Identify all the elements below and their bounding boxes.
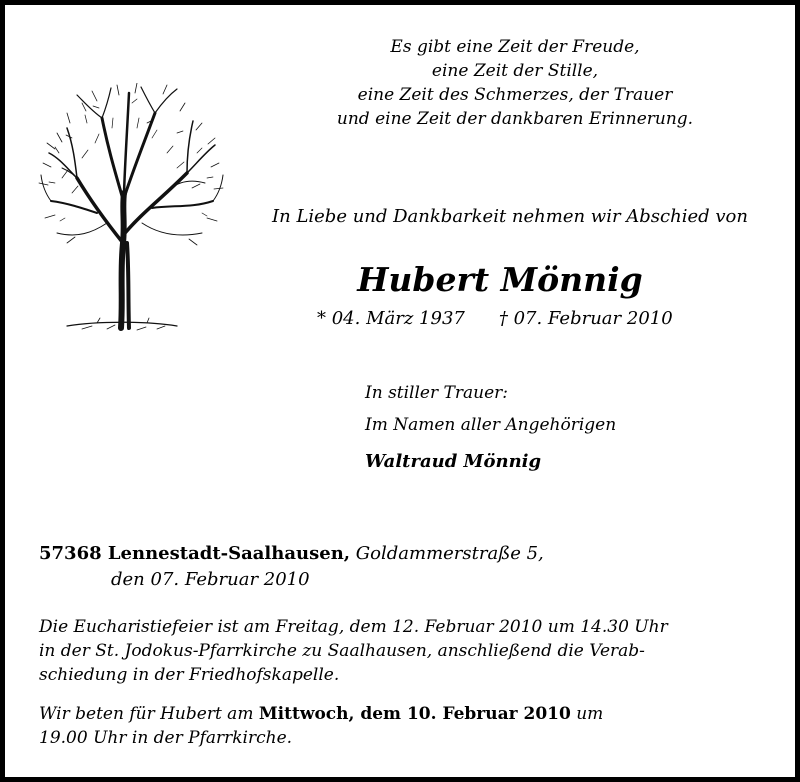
address-date: den 07. Februar 2010 — [111, 569, 310, 590]
address-block — [39, 541, 544, 593]
service-line: Die Eucharistiefeier ist am Freitag, dem 12. Februar 2010 um 14.30 Uhr — [39, 617, 668, 637]
address-street: Goldammerstraße 5, — [355, 543, 544, 564]
tree-illustration — [37, 83, 225, 333]
mourning-line: In stiller Trauer: — [365, 383, 508, 403]
relatives-line: Im Namen aller Angehörigen — [365, 415, 617, 435]
service-info — [39, 615, 668, 687]
deceased-name: Hubert Mönnig — [357, 260, 643, 299]
service-line: schiedung in der Friedhofskapelle. — [39, 665, 340, 685]
mourners-block — [365, 377, 616, 478]
life-dates — [317, 308, 673, 329]
prayer-post: um — [576, 704, 604, 724]
prayer-pre: Wir beten für Hubert am — [39, 704, 254, 724]
poem-line: eine Zeit des Schmerzes, der Trauer — [357, 85, 673, 105]
poem-line: eine Zeit der Stille, — [431, 61, 599, 81]
birth-date: * 04. März 1937 — [317, 308, 465, 329]
poem-line: und eine Zeit der dankbaren Erinnerung. — [336, 109, 694, 129]
prayer-info — [39, 702, 603, 750]
intro-text: In Liebe und Dankbarkeit nehmen wir Abschied von — [272, 206, 748, 227]
poem-line: Es gibt eine Zeit der Freude, — [390, 37, 640, 57]
prayer-line2: 19.00 Uhr in der Pfarrkirche. — [39, 728, 293, 748]
address-city: 57368 Lennestadt-Saalhausen, — [39, 543, 351, 564]
poem — [305, 35, 725, 131]
signer-name: Waltraud Mönnig — [365, 451, 542, 472]
prayer-date: Mittwoch, dem 10. Februar 2010 — [258, 704, 571, 724]
death-date: † 07. Februar 2010 — [498, 308, 673, 329]
service-line: in der St. Jodokus-Pfarrkirche zu Saalhausen, anschließend die Verab- — [39, 641, 645, 661]
